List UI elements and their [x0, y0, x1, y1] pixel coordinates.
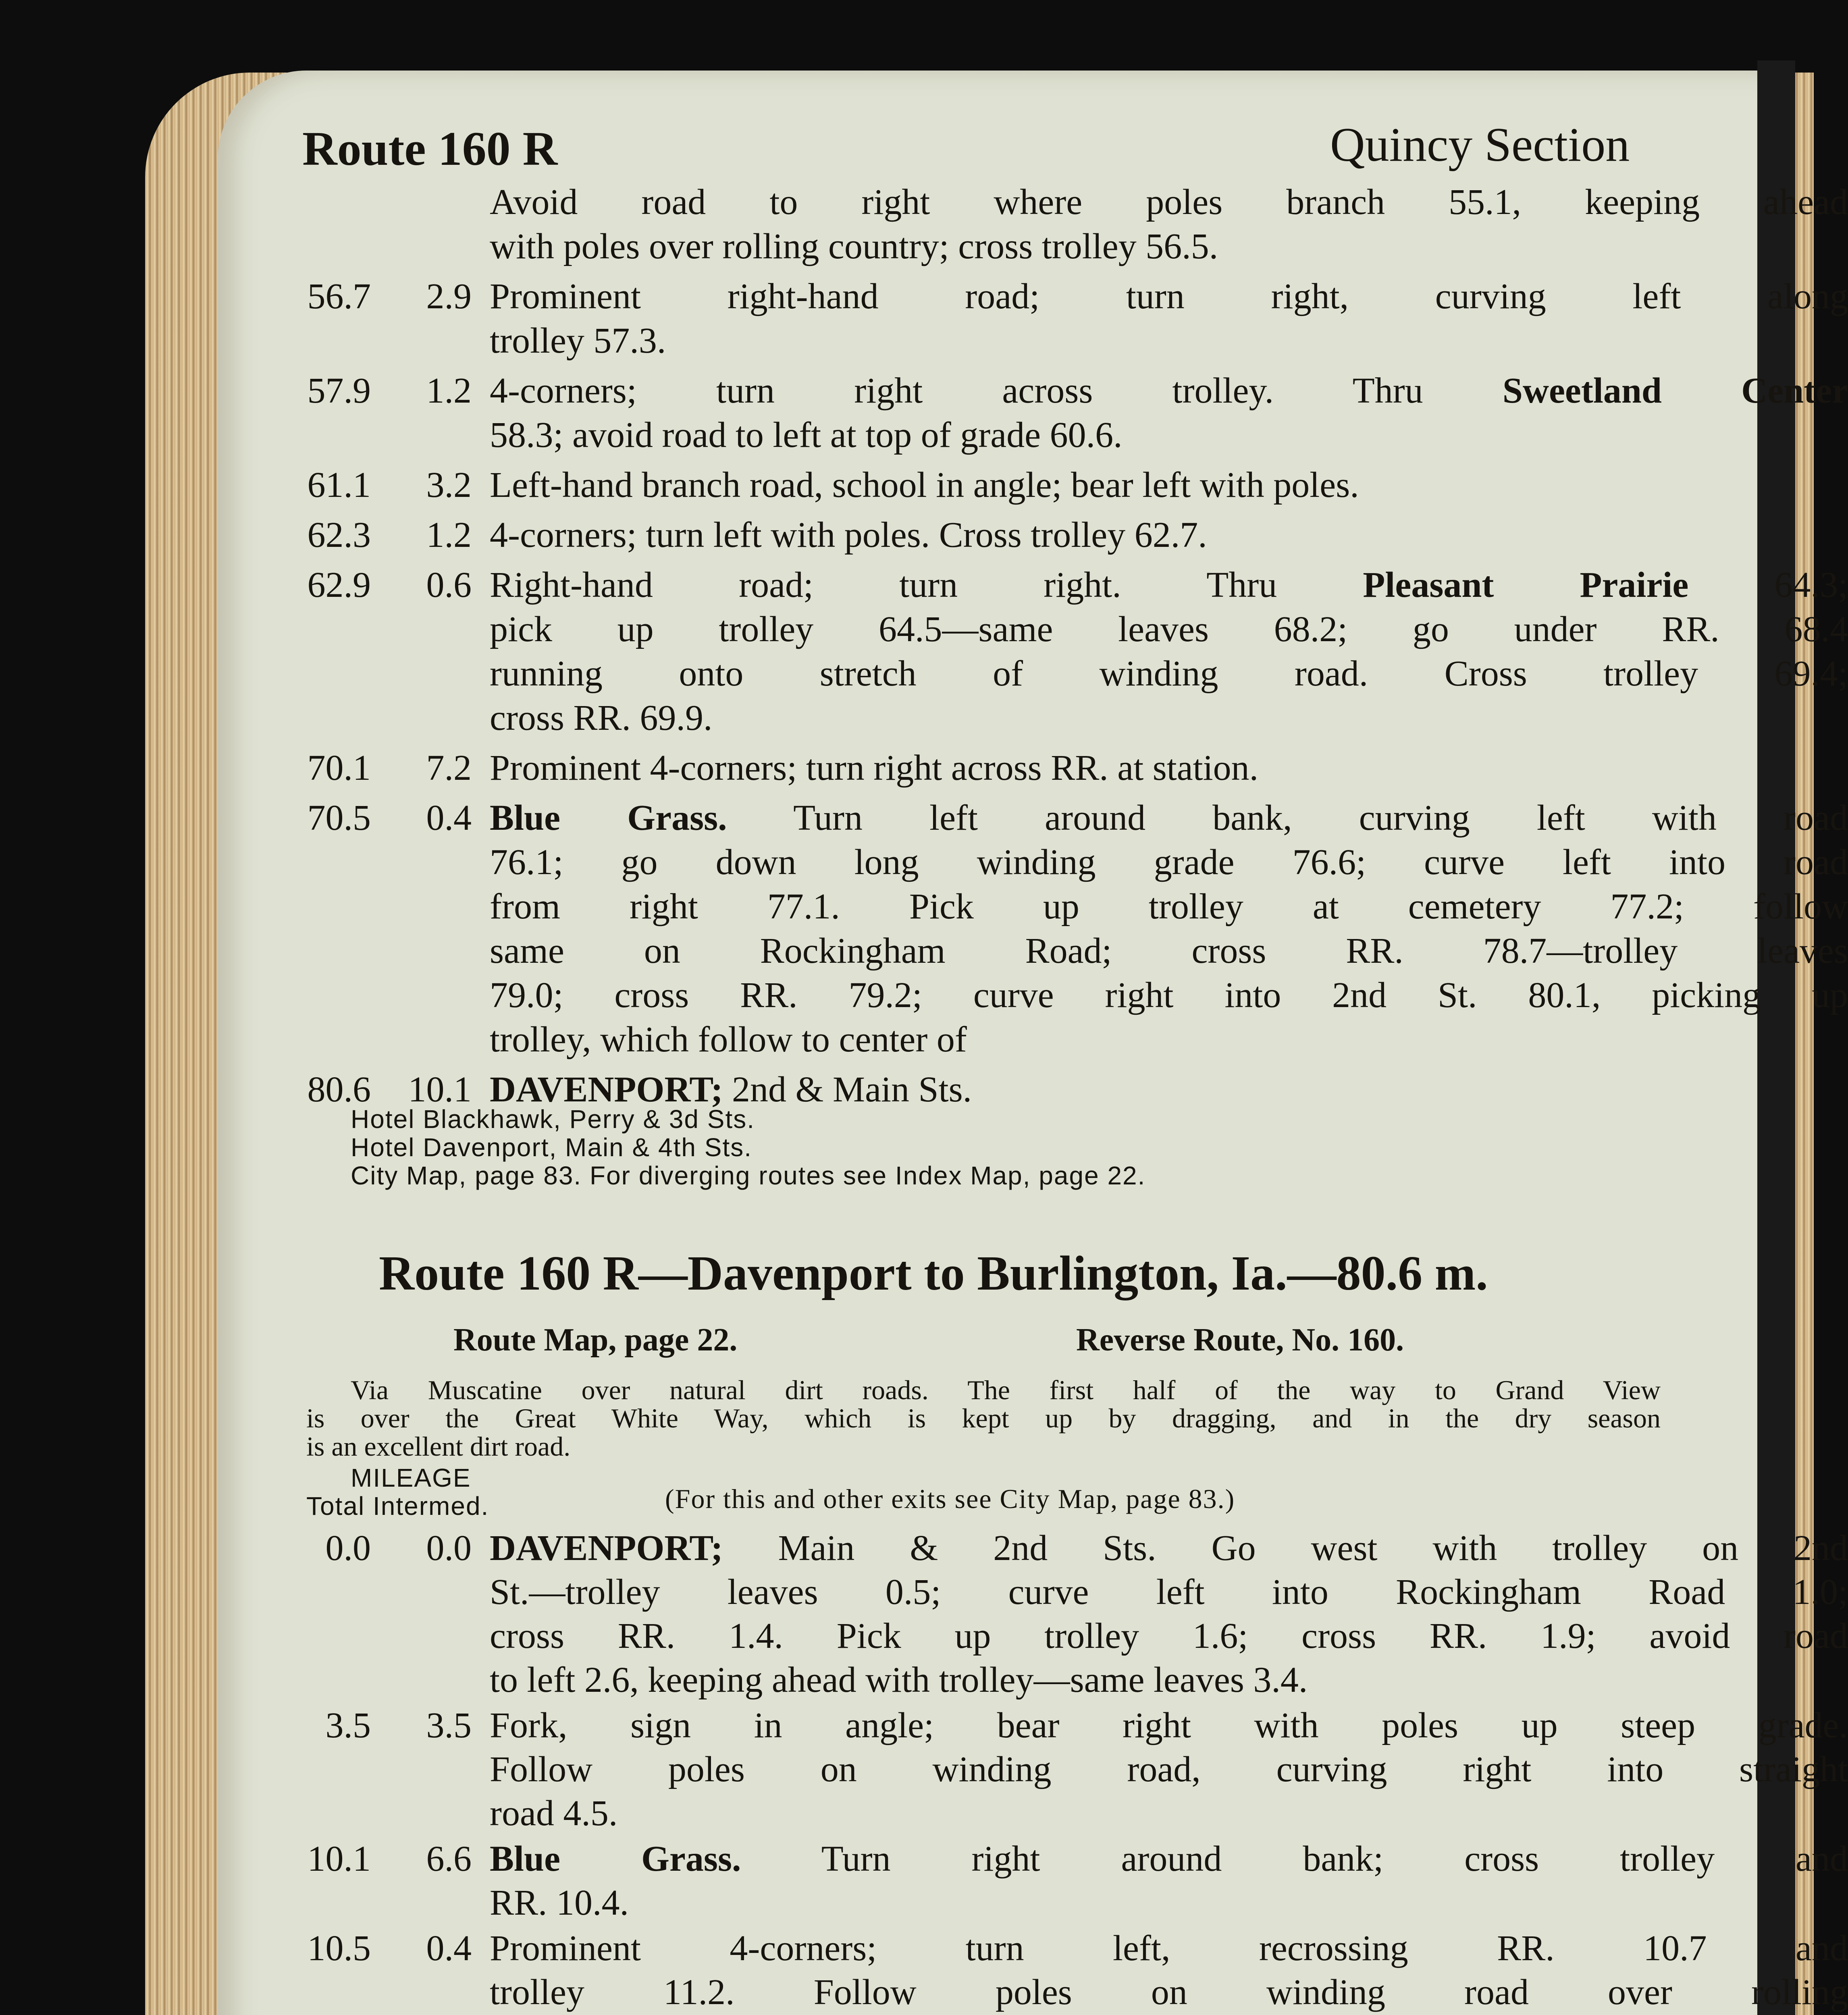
mileage-columns: Total Intermed. [306, 1492, 489, 1521]
route1-intermediate-mileage: 7.2 [426, 748, 472, 788]
route1-total-mileage: 62.3 [307, 515, 371, 555]
route2-intermediate-mileage: 3.5 [426, 1705, 472, 1745]
mileage-label: MILEAGE [351, 1463, 471, 1492]
route1-hotel-line: Hotel Blackhawk, Perry & 3d Sts. [351, 1105, 755, 1134]
route1-hotel-line: City Map, page 83. For diverging routes see Index Map, page 22. [351, 1161, 1146, 1190]
route1-direction-line: trolley 57.3. [490, 321, 666, 361]
route1-total-mileage: 56.7 [307, 276, 371, 316]
route1-direction-line: 4-corners; turn left with poles. Cross trolley 62.7. [490, 515, 1207, 555]
route1-intermediate-mileage: 0.4 [426, 798, 472, 838]
route1-direction-line: Right-hand road; turn right. Thru Pleasant Prairie 64.3; [490, 565, 1848, 605]
route2-direction-line: road 4.5. [490, 1793, 618, 1833]
route1-direction-line: 4-corners; turn right across trolley. Thru Sweetland Center [490, 371, 1848, 411]
route2-total-mileage: 10.1 [307, 1839, 371, 1879]
route2-total-mileage: 10.5 [307, 1928, 371, 1968]
route2-direction-line: trolley 11.2. Follow poles on winding road over rolling [490, 1972, 1848, 2012]
section-header: Quincy Section [1330, 118, 1630, 171]
route1-total-mileage: 57.9 [307, 371, 371, 411]
route1-total-mileage: 62.9 [307, 565, 371, 605]
route2-direction-line: DAVENPORT; Main & 2nd Sts. Go west with trolley on 2nd [490, 1528, 1848, 1568]
route2-total-mileage: 0.0 [325, 1528, 371, 1568]
route1-direction-line: Prominent 4-corners; turn right across RR. at station. [490, 748, 1259, 788]
route1-direction-line: trolley, which follow to center of [490, 1020, 967, 1059]
route-header: Route 160 R [302, 122, 558, 175]
route1-intermediate-mileage: 1.2 [426, 371, 472, 411]
route1-direction-line: with poles over rolling country; cross trolley 56.5. [490, 226, 1218, 266]
route2-direction-line: Blue Grass. Turn right around bank; cross trolley and [490, 1839, 1848, 1879]
intro-line-1: Via Muscatine over natural dirt roads. The first half of the way to Grand View [351, 1375, 1661, 1405]
route-title: Route 160 R—Davenport to Burlington, Ia.—80.6 m. [379, 1246, 1488, 1300]
route1-direction-line: Prominent right-hand road; turn right, curving left along [490, 276, 1848, 316]
route1-direction-line: running onto stretch of winding road. Cross trolley 69.4; [490, 654, 1848, 694]
route1-intermediate-mileage: 2.9 [426, 276, 472, 316]
route1-direction-line: DAVENPORT; 2nd & Main Sts. [490, 1070, 972, 1109]
intro-line-3: is an excellent dirt road. [306, 1431, 571, 1462]
route1-intermediate-mileage: 0.6 [426, 565, 472, 605]
route2-direction-line: RR. 10.4. [490, 1883, 629, 1923]
route2-total-mileage: 3.5 [325, 1705, 371, 1745]
route1-direction-line: 58.3; avoid road to left at top of grade 60.6. [490, 415, 1123, 455]
route2-direction-line: Fork, sign in angle; bear right with poles up steep grade. [490, 1705, 1848, 1745]
route1-direction-line: Blue Grass. Turn left around bank, curving left with road [490, 798, 1848, 838]
route1-direction-line: 76.1; go down long winding grade 76.6; curve left into road [490, 842, 1848, 882]
route1-intermediate-mileage: 1.2 [426, 515, 472, 555]
route1-direction-line: pick up trolley 64.5—same leaves 68.2; go under RR. 68.4 [490, 609, 1848, 649]
route2-intermediate-mileage: 0.0 [426, 1528, 472, 1568]
reverse-route-ref: Reverse Route, No. 160. [1076, 1322, 1404, 1358]
route1-hotel-line: Hotel Davenport, Main & 4th Sts. [351, 1133, 752, 1162]
route1-intermediate-mileage: 3.2 [426, 465, 472, 505]
route-map-ref: Route Map, page 22. [453, 1322, 738, 1358]
route1-total-mileage: 70.5 [307, 798, 371, 838]
route2-direction-line: to left 2.6, keeping ahead with trolley—same leaves 3.4. [490, 1660, 1308, 1700]
route1-direction-line: from right 77.1. Pick up trolley at cemetery 77.2; follow [490, 887, 1848, 926]
route1-total-mileage: 80.6 [307, 1070, 371, 1109]
route2-intermediate-mileage: 0.4 [426, 1928, 472, 1968]
route1-direction-line: same on Rockingham Road; cross RR. 78.7—trolley leaves [490, 931, 1848, 971]
route2-direction-line: St.—trolley leaves 0.5; curve left into Rockingham Road 1.0; [490, 1572, 1848, 1612]
route2-direction-line: Prominent 4-corners; turn left, recrossing RR. 10.7 and [490, 1928, 1848, 1968]
route1-intermediate-mileage: 10.1 [408, 1070, 472, 1109]
route1-direction-line: cross RR. 69.9. [490, 698, 713, 738]
intro-line-2: is over the Great White Way, which is kept up by dragging, and in the dry season [306, 1403, 1661, 1433]
route1-total-mileage: 70.1 [307, 748, 371, 788]
route1-direction-line: Left-hand branch road, school in angle; bear left with poles. [490, 465, 1359, 505]
route2-direction-line: cross RR. 1.4. Pick up trolley 1.6; cross RR. 1.9; avoid road [490, 1616, 1848, 1656]
route2-intermediate-mileage: 6.6 [426, 1839, 472, 1879]
route2-direction-line: Follow poles on winding road, curving right into straight [490, 1749, 1848, 1789]
city-map-note: (For this and other exits see City Map, page 83.) [665, 1483, 1235, 1514]
route1-direction-line: 79.0; cross RR. 79.2; curve right into 2nd St. 80.1, picking up [490, 975, 1848, 1015]
route1-total-mileage: 61.1 [307, 465, 371, 505]
route1-direction-line: Avoid road to right where poles branch 55.1, keeping ahead [490, 182, 1848, 222]
